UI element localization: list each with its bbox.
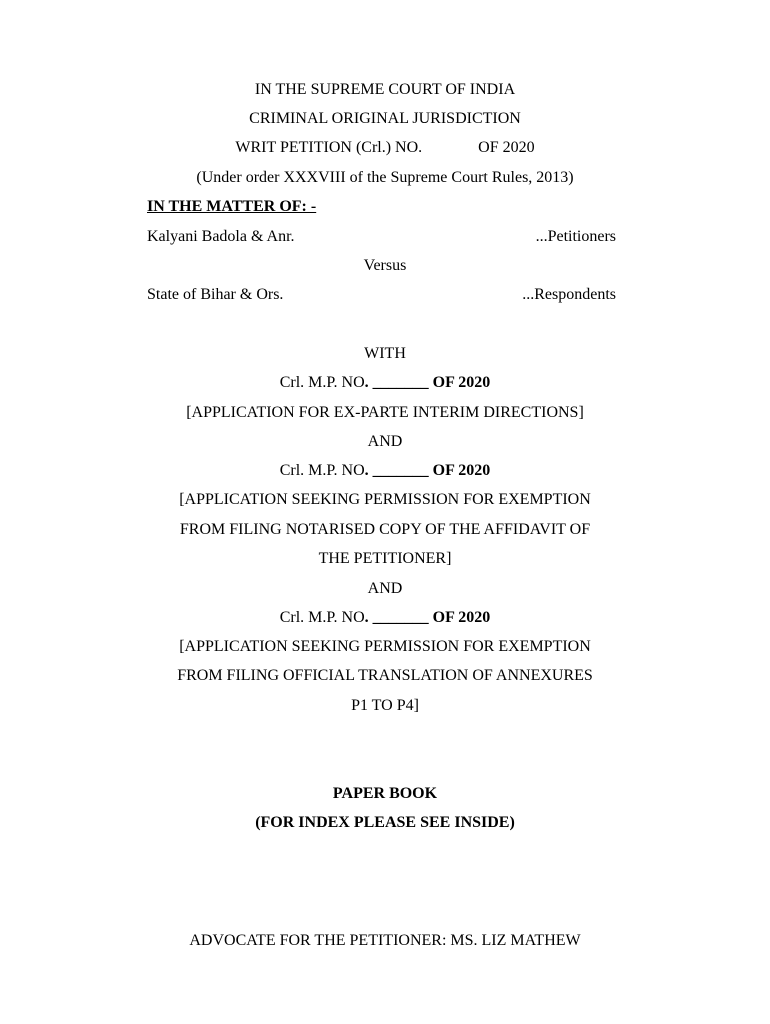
application-1: [APPLICATION FOR EX-PARTE INTERIM DIRECTIONS] <box>186 404 584 421</box>
versus: Versus <box>363 257 407 274</box>
mp-number-3 <box>0 608 770 628</box>
paper-book-note: (FOR INDEX PLEASE SEE INSIDE) <box>255 814 515 831</box>
respondent-name: State of Bihar & Ors. <box>147 286 284 303</box>
application-2-line-2: FROM FILING NOTARISED COPY OF THE AFFIDAVIT OF <box>179 521 591 538</box>
mp-blank: . _______ <box>364 374 429 391</box>
mp-year: OF 2020 <box>432 609 491 626</box>
rules-reference: (Under order XXXVIII of the Supreme Court Rules, 2013) <box>196 169 574 186</box>
mp-year: OF 2020 <box>432 374 491 391</box>
petition-number-line <box>0 138 770 158</box>
application-2-line-3: THE PETITIONER] <box>318 550 452 567</box>
jurisdiction: CRIMINAL ORIGINAL JURISDICTION <box>249 110 521 127</box>
and-label-1: AND <box>367 433 403 450</box>
application-3-line-2: FROM FILING OFFICIAL TRANSLATION OF ANNEXURES <box>177 667 593 684</box>
application-3-line-1: [APPLICATION SEEKING PERMISSION FOR EXEMPTION <box>179 638 591 655</box>
application-2-line-1: [APPLICATION SEEKING PERMISSION FOR EXEMPTION <box>179 491 591 508</box>
petition-number-label: WRIT PETITION (Crl.) NO. <box>235 139 423 156</box>
petition-year: OF 2020 <box>478 139 535 156</box>
mp-blank: . _______ <box>364 609 429 626</box>
advocate-line: ADVOCATE FOR THE PETITIONER: MS. LIZ MATHEW <box>189 932 581 949</box>
court-name: IN THE SUPREME COURT OF INDIA <box>254 81 516 98</box>
mp-prefix: Crl. M.P. NO <box>279 609 365 626</box>
mp-prefix: Crl. M.P. NO <box>279 462 365 479</box>
with-label: WITH <box>364 345 406 362</box>
matter-heading: IN THE MATTER OF: - <box>147 198 317 215</box>
mp-blank: . _______ <box>364 462 429 479</box>
and-label-2: AND <box>367 580 403 597</box>
paper-book-title: PAPER BOOK <box>332 785 438 802</box>
mp-number-2 <box>0 461 770 481</box>
petitioner-role: ...Petitioners <box>535 228 616 245</box>
mp-year: OF 2020 <box>432 462 491 479</box>
mp-number-1 <box>0 373 770 393</box>
respondent-role: ...Respondents <box>522 286 616 303</box>
petitioner-name: Kalyani Badola & Anr. <box>147 228 295 245</box>
mp-prefix: Crl. M.P. NO <box>279 374 365 391</box>
application-3-line-3: P1 TO P4] <box>351 697 419 714</box>
